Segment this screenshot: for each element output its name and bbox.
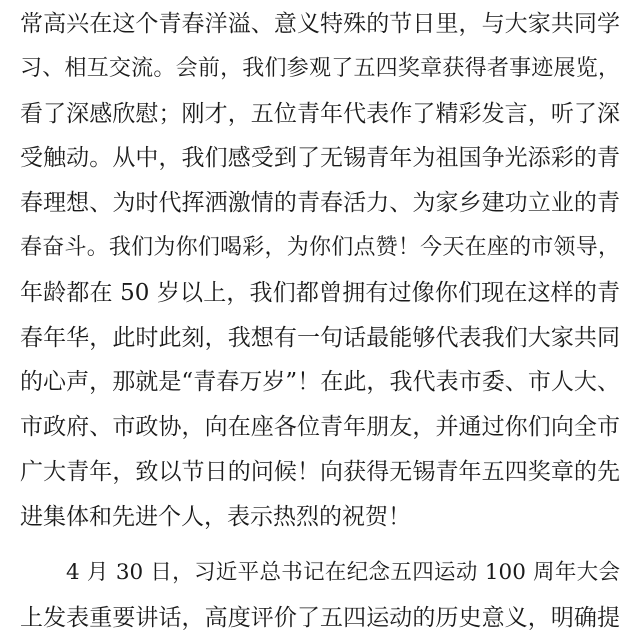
text-line-13: 4 月 30 日，习近平总书记在纪念五四运动 100 周年大会 — [66, 560, 620, 585]
text-line-10: 市政府、市政协，向在座各位青年朋友，并通过你们向全市 — [20, 414, 620, 440]
text-line-9: 的心声，那就是“青春万岁”！在此，我代表市委、市人大、 — [20, 369, 620, 395]
text-line-11: 广大青年，致以节日的问候！向获得无锡青年五四奖章的先 — [20, 459, 620, 485]
text-line-7: 年龄都在 50 岁以上，我们都曾拥有过像你们现在这样的青 — [20, 280, 620, 306]
text-line-6: 春奋斗。我们为你们喝彩，为你们点赞！今天在座的市领导， — [20, 235, 620, 260]
text-line-5: 春理想、为时代挥洒激情的青春活力、为家乡建功立业的青 — [20, 190, 620, 216]
text-line-3: 看了深感欣慰；刚才，五位青年代表作了精彩发言，听了深 — [20, 101, 620, 127]
text-line-14: 上发表重要讲话，高度评价了五四运动的历史意义，明确提 — [20, 605, 620, 631]
text-line-8: 春年华，此时此刻，我想有一句话最能够代表我们大家共同 — [20, 325, 620, 351]
text-line-12: 进集体和先进个人，表示热烈的祝贺！ — [20, 504, 411, 530]
text-line-4: 受触动。从中，我们感受到了无锡青年为祖国争光添彩的青 — [20, 145, 620, 171]
text-line-2: 习、相互交流。会前，我们参观了五四奖章获得者事迹展览， — [20, 56, 620, 81]
text-line-1: 常高兴在这个青春洋溢、意义特殊的节日里，与大家共同学 — [20, 11, 620, 37]
